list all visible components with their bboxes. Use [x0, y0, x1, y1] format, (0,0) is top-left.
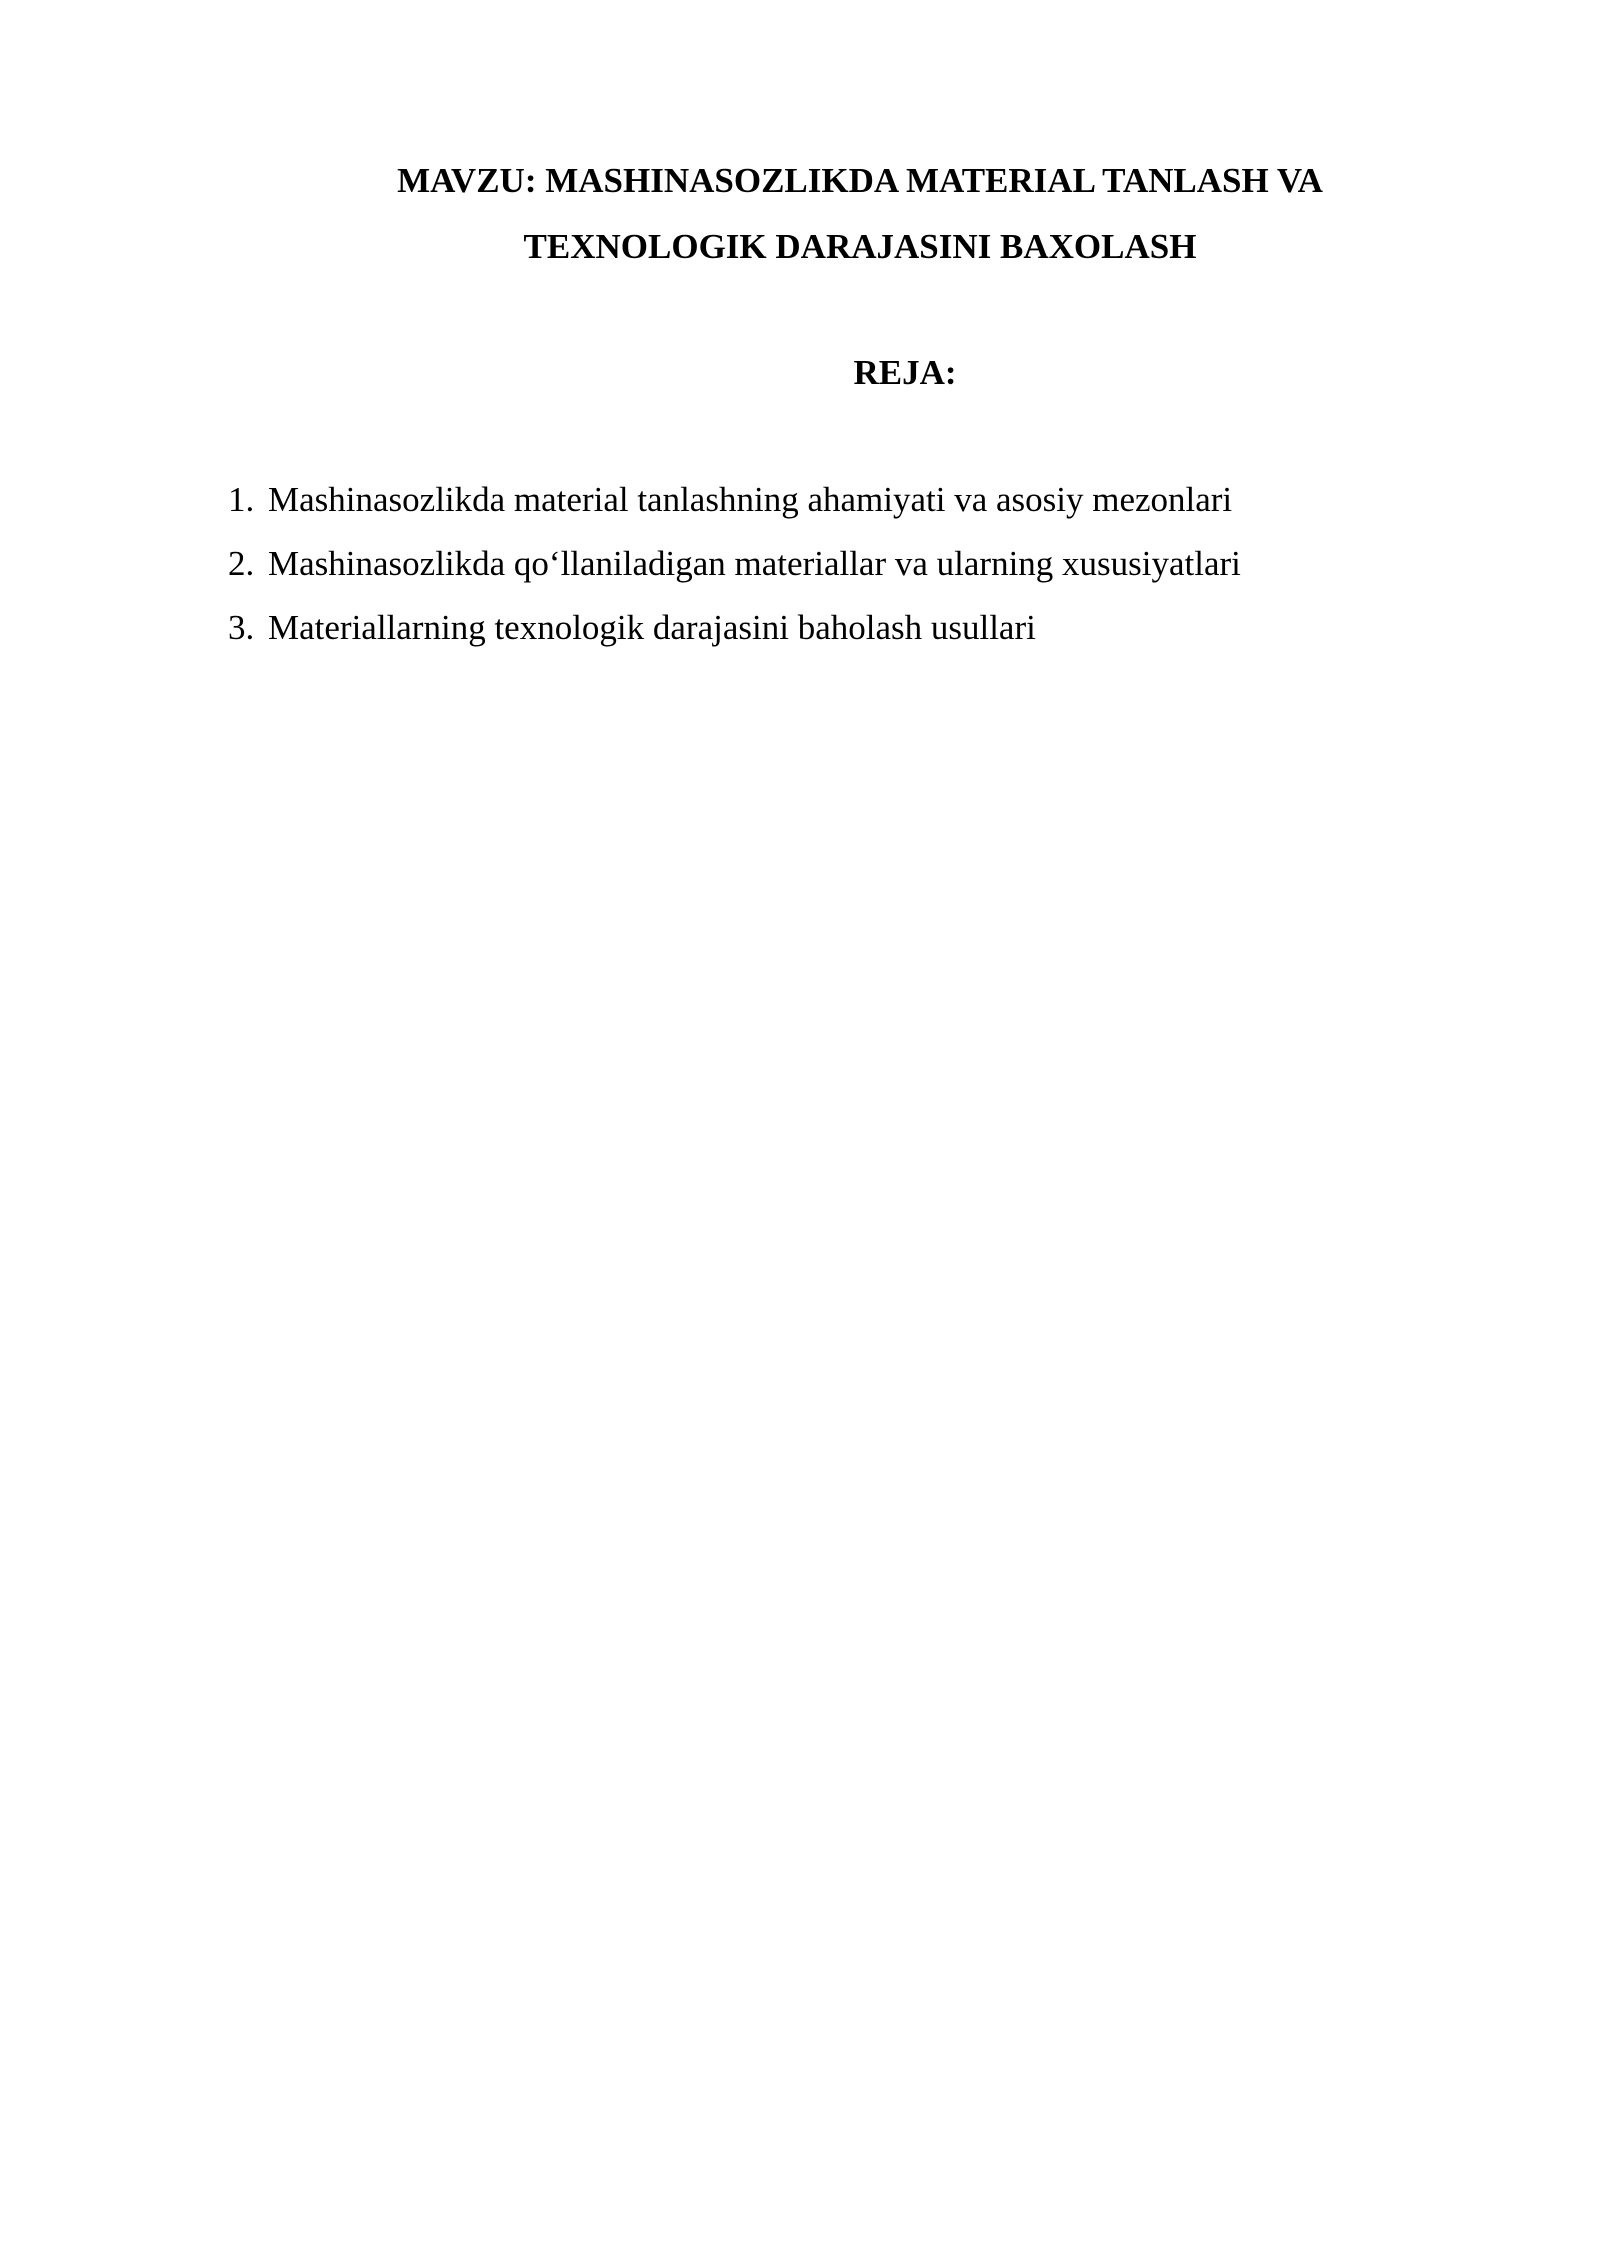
plan-item-text: Mashinasozlikda material tanlashning ahamiyati va asosiy mezonlari — [268, 480, 1233, 519]
plan-item — [228, 532, 1428, 596]
plan-item — [228, 468, 1428, 532]
document-title — [230, 148, 1490, 280]
plan-item-text: Mashinasozlikda qo‘llaniladigan materiallar va ularning xususiyatlari — [268, 544, 1241, 583]
title-line-2: TEXNOLOGIK DARAJASINI BAXOLASH — [523, 227, 1197, 266]
plan-item-text: Materiallarning texnologik darajasini baholash usullari — [268, 608, 1036, 647]
title-line-1: MAVZU: MASHINASOZLIKDA MATERIAL TANLASH VA — [397, 161, 1323, 200]
plan-list — [228, 468, 1428, 660]
plan-item-number: 2. — [228, 544, 255, 583]
plan-heading: REJA: — [853, 353, 957, 392]
plan-item — [228, 596, 1428, 660]
plan-item-number: 1. — [228, 480, 255, 519]
plan-item-number: 3. — [228, 608, 255, 647]
